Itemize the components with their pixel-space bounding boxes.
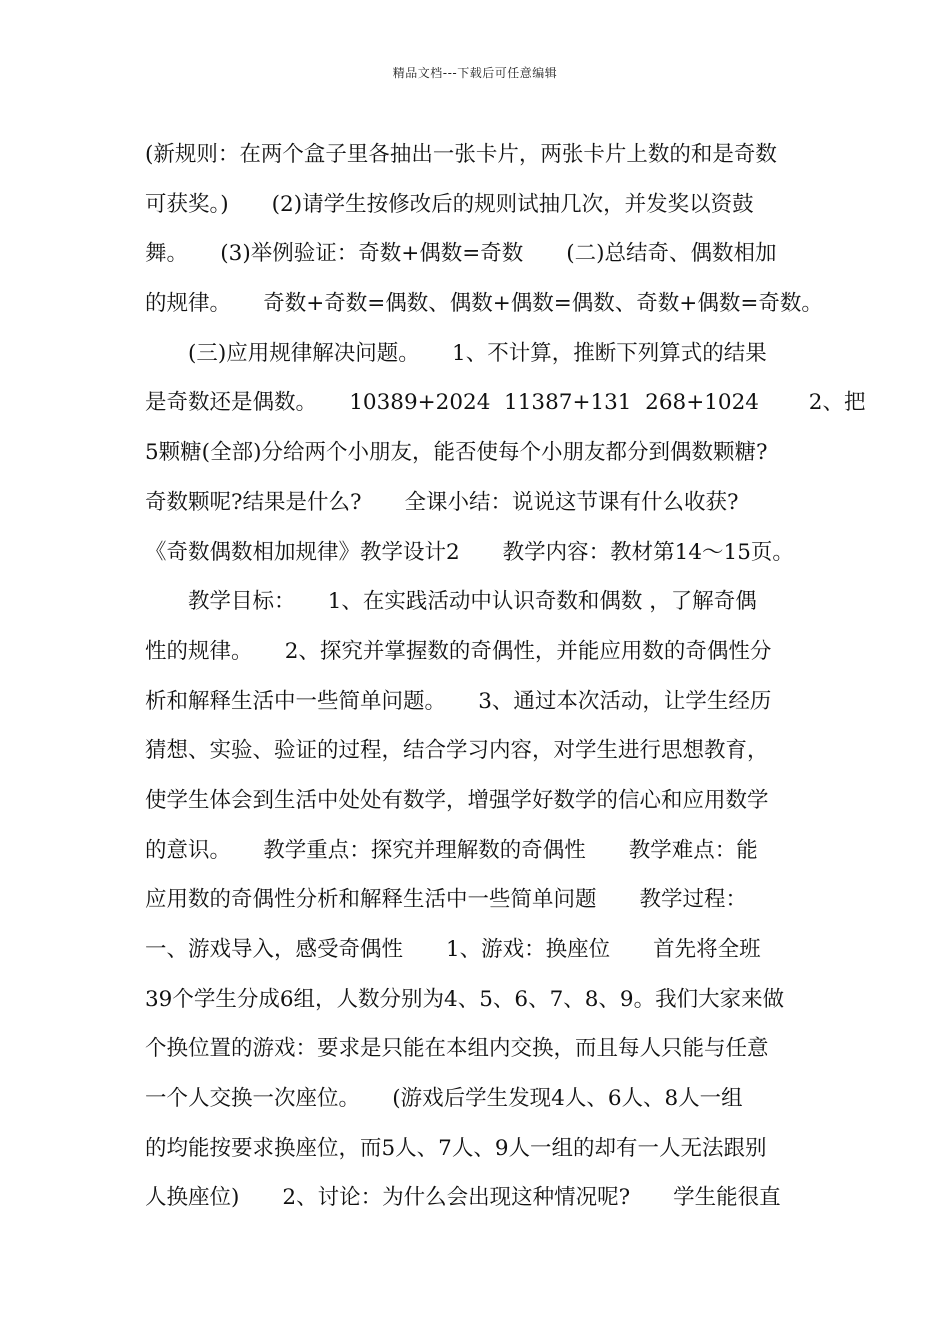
text-line: 应用数的奇偶性分析和解释生活中一些简单问题 教学过程： <box>145 887 748 913</box>
document-body <box>145 130 866 1223</box>
text-line: 的均能按要求换座位，而5人、7人、9人一组的却有一人无法跟别 <box>145 1135 767 1161</box>
text-line: (新规则：在两个盒子里各抽出一张卡片，两张卡片上数的和是奇数 <box>145 142 777 167</box>
text-line: 5颗糖(全部)分给两个小朋友，能否使每个小朋友都分到偶数颗糖? <box>145 440 768 466</box>
text-line: 舞。 (3)举例验证：奇数+偶数=奇数 (二)总结奇、偶数相加 <box>145 241 777 267</box>
text-line: 猜想、实验、验证的过程，结合学习内容，对学生进行思想教育， <box>145 738 769 764</box>
text-line: 39个学生分成6组，人数分别为4、5、6、7、8、9。我们大家来做 <box>145 986 785 1012</box>
text-line: 奇数颗呢?结果是什么? 全课小结：说说这节课有什么收获? <box>145 489 739 515</box>
text-line: 析和解释生活中一些简单问题。 3、通过本次活动，让学生经历 <box>145 688 772 714</box>
text-line: 性的规律。 2、探究并掌握数的奇偶性，并能应用数的奇偶性分 <box>145 638 772 664</box>
text-line: 教学目标： 1、在实践活动中认识奇数和偶数 ，了解奇偶 <box>145 589 757 615</box>
text-line: 个换位置的游戏：要求是只能在本组内交换，而且每人只能与任意 <box>145 1036 769 1062</box>
text-line: 一个人交换一次座位。 (游戏后学生发现4人、6人、8人一组 <box>145 1086 743 1112</box>
text-line: 是奇数还是偶数。 10389+2024 11387+131 268+1024 2、把 <box>145 390 866 416</box>
page-header: 精品文档---下载后可任意编辑 <box>392 66 558 80</box>
text-line: 的意识。 教学重点：探究并理解数的奇偶性 教学难点：能 <box>145 837 758 863</box>
text-line: 一、游戏导入，感受奇偶性 1、游戏：换座位 首先将全班 <box>145 937 761 962</box>
text-line: 使学生体会到生活中处处有数学，增强学好数学的信心和应用数学 <box>145 787 769 813</box>
text-line: 的规律。 奇数+奇数=偶数、偶数+偶数=偶数、奇数+偶数=奇数。 <box>145 291 823 317</box>
text-line: 可获奖。) (2)请学生按修改后的规则试抽几次，并发奖以资鼓 <box>145 191 754 217</box>
text-line: (三)应用规律解决问题。 1、不计算，推断下列算式的结果 <box>145 340 767 366</box>
text-line: 《奇数偶数相加规律》教学设计2 教学内容：教材第14～15页。 <box>145 539 794 565</box>
text-line: 人换座位) 2、讨论：为什么会出现这种情况呢? 学生能很直 <box>145 1185 781 1211</box>
